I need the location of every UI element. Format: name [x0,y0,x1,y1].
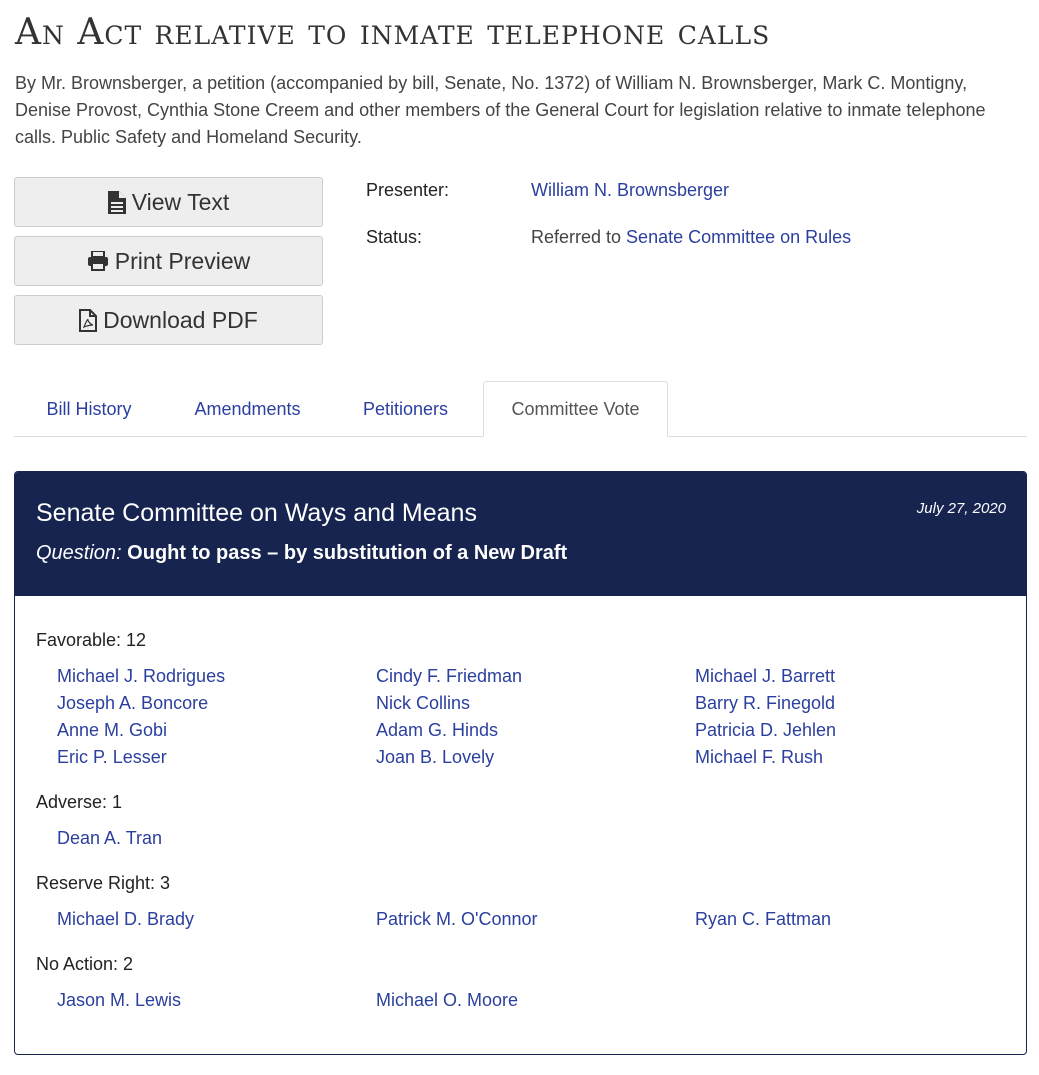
vote-group-title: No Action: 2 [36,954,134,974]
presenter-link[interactable]: William N. Brownsberger [531,180,730,200]
member-link[interactable]: Ryan C. Fattman [695,909,832,929]
view-text-label: View Text [131,188,230,215]
view-text-button[interactable] [14,177,323,227]
vote-group-title: Reserve Right: 3 [36,873,171,893]
download-pdf-button[interactable] [14,295,323,345]
file-text-icon [108,191,126,214]
bill-description: By Mr. Brownsberger, a petition (accompanied by bill, Senate, No. 1372) of William N. Brownsberger, Mark C. Montigny, Denise Provost, Cynthia Stone Creem and other members of the General Court for legislation relative to inmate telephone calls. Public Safety and Homeland Security. [15,73,986,147]
member-link[interactable]: Patricia D. Jehlen [695,720,837,740]
status-committee-link[interactable]: Senate Committee on Rules [626,227,852,247]
question-text: Ought to pass – by substitution of a New Draft [127,542,568,564]
status-label: Status: [366,227,423,247]
member-link[interactable]: Michael J. Barrett [695,666,836,686]
download-pdf-label: Download PDF [103,306,258,333]
member-link[interactable]: Cindy F. Friedman [376,666,523,686]
member-link[interactable]: Michael F. Rush [695,747,824,767]
vote-group-title: Favorable: 12 [36,630,147,650]
member-link[interactable]: Joseph A. Boncore [57,693,209,713]
committee-name: Senate Committee on Ways and Means [36,499,477,527]
tab-amendments[interactable]: Amendments [194,398,301,419]
committee-vote-panel [14,471,1027,1055]
status-value [531,227,851,248]
print-icon [87,251,109,271]
tab-petitioners[interactable]: Petitioners [362,398,449,419]
member-link[interactable]: Dean A. Tran [57,828,163,848]
member-link[interactable]: Anne M. Gobi [57,720,168,740]
vote-group-title: Adverse: 1 [36,792,123,812]
presenter-label: Presenter: [366,180,450,200]
member-link[interactable]: Barry R. Finegold [695,693,836,713]
status-prefix: Referred to [531,227,627,247]
member-link[interactable]: Jason M. Lewis [57,990,182,1010]
member-link[interactable]: Michael D. Brady [57,909,195,929]
member-link[interactable]: Eric P. Lesser [57,747,167,767]
tab-committee-vote[interactable]: Committee Vote [483,381,668,437]
print-preview-button[interactable] [14,236,323,286]
member-link[interactable]: Nick Collins [376,693,471,713]
member-link[interactable]: Patrick M. O'Connor [376,909,538,929]
member-link[interactable]: Adam G. Hinds [376,720,499,740]
page-title: An Act relative to inmate telephone calls [15,12,771,53]
pdf-file-icon [79,309,97,332]
print-preview-label: Print Preview [114,247,251,274]
question-label: Question: [36,542,122,564]
vote-panel-header [15,472,1026,596]
vote-question [36,542,567,565]
vote-date: July 27, 2020 [916,500,1006,517]
member-link[interactable]: Joan B. Lovely [376,747,495,767]
member-link[interactable]: Michael J. Rodrigues [57,666,226,686]
member-link[interactable]: Michael O. Moore [376,990,519,1010]
tab-bill-history[interactable]: Bill History [46,398,132,419]
